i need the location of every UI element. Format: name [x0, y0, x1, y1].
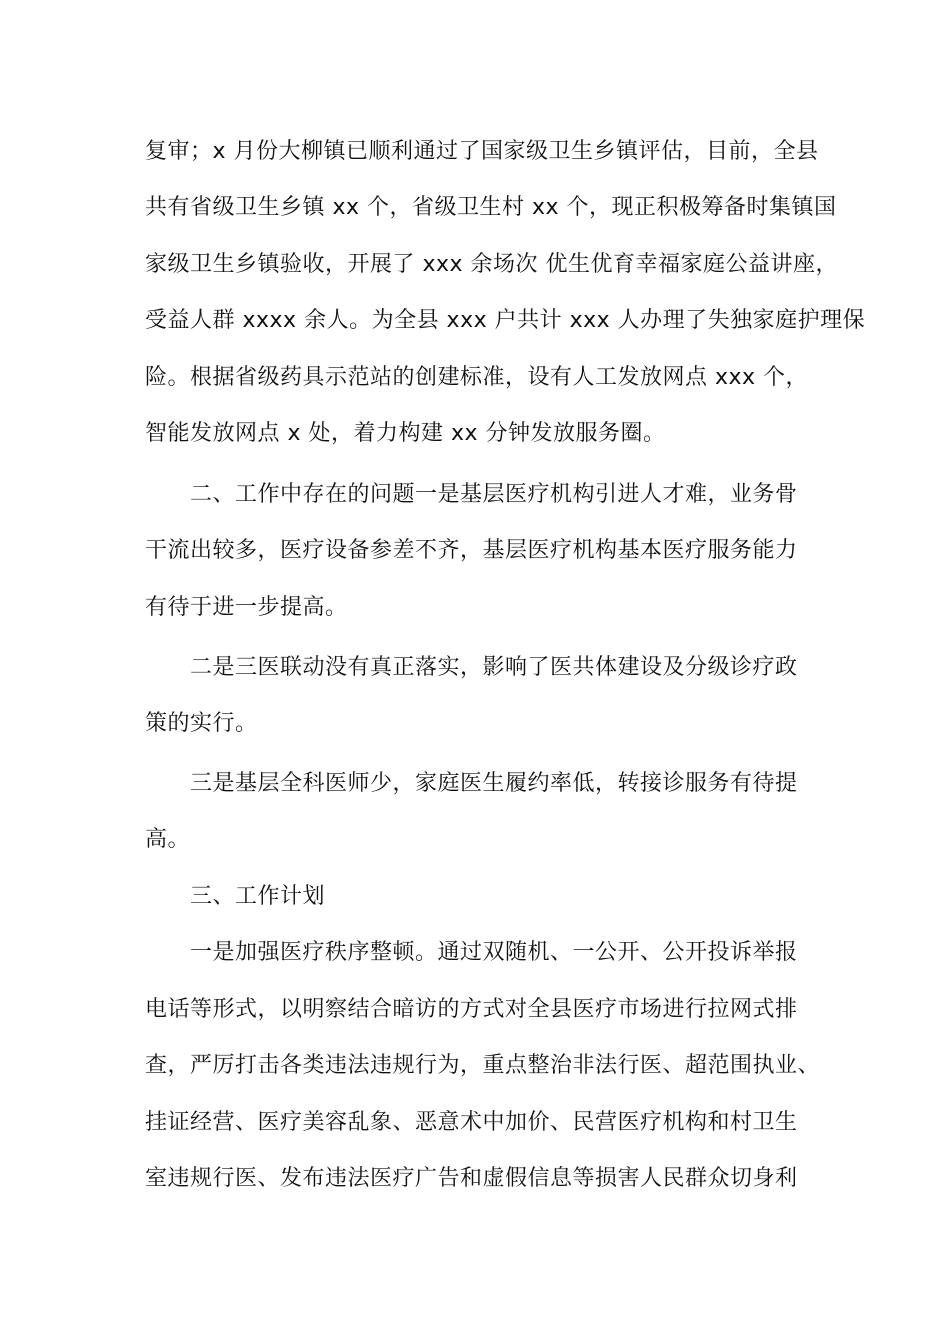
- text-line: 查，严厉打击各类违法违规行为，重点整治非法行医、超范围执业、: [145, 1053, 821, 1078]
- paragraph-start: 三是基层全科医师少，家庭医生履约率低，转接诊服务有待提: [190, 771, 798, 796]
- section-heading-problems: 二、工作中存在的问题一是基层医疗机构引进人才难，业务骨: [190, 482, 798, 507]
- paragraph-start: 一是加强医疗秩序整顿。通过双随机、一公开、公开投诉举报: [190, 940, 798, 965]
- text-line: 高。: [145, 827, 191, 852]
- text-line: 室违规行医、发布违法医疗广告和虚假信息等损害人民群众切身利: [145, 1166, 798, 1191]
- text-line: 共有省级卫生乡镇 xx 个，省级卫生村 xx 个，现正积极筹备时集镇国: [145, 195, 837, 220]
- text-line: 受益人群 xxxx 余人。为全县 xxx 户共计 xxx 人办理了失独家庭护理保: [145, 308, 866, 333]
- text-line: 电话等形式，以明察结合暗访的方式对全县医疗市场进行拉网式排: [145, 997, 798, 1022]
- paragraph-start: 二是三医联动没有真正落实，影响了医共体建设及分级诊疗政: [190, 655, 798, 680]
- text-line: 有待于进一步提高。: [145, 595, 348, 620]
- text-line: 家级卫生乡镇验收，开展了 xxx 余场次 优生优育幸福家庭公益讲座，: [145, 252, 839, 277]
- text-line: 策的实行。: [145, 711, 258, 736]
- text-line: 智能发放网点 x 处，着力构建 xx 分钟发放服务圈。: [145, 421, 666, 446]
- text-line: 挂证经营、医疗美容乱象、恶意术中加价、民营医疗机构和村卫生: [145, 1110, 798, 1135]
- section-heading-plan: 三、工作计划: [190, 884, 326, 909]
- text-line: 复审；x 月份大柳镇已顺利通过了国家级卫生乡镇评估，目前，全县: [145, 139, 819, 164]
- text-line: 险。根据省级药具示范站的创建标准，设有人工发放网点 xxx 个，: [145, 365, 809, 390]
- text-line: 干流出较多，医疗设备参差不齐，基层医疗机构基本医疗服务能力: [145, 538, 798, 563]
